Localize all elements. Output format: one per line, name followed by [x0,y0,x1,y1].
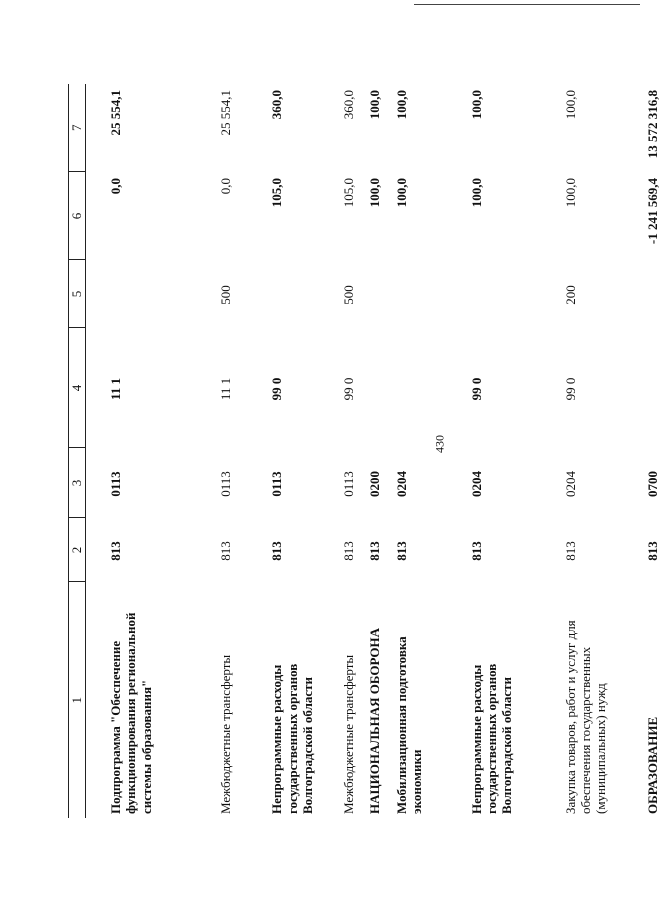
cell-col-6: 100,0 [562,178,578,208]
cell-col-6: 0,0 [217,178,233,195]
table-body [86,84,660,818]
cell-col-5 [394,260,425,328]
cell-col-5 [269,260,315,328]
table-row [341,84,356,818]
cell-col-2: 813 [644,541,660,561]
cell-col-2: 813 [366,541,382,561]
cell-col-4 [645,328,660,448]
cell-col-4: 99 0 [341,377,357,401]
header-row [69,84,86,818]
cell-col-3: 0204 [468,471,484,497]
cell-col-7: 360,0 [341,90,357,120]
cell-col-4 [394,328,425,448]
table-row [645,84,660,818]
table-row [108,84,154,818]
cell-col-5: 500 [217,285,233,305]
cell-col-3: 0113 [217,471,233,497]
cell-col-3: 0700 [644,471,660,497]
cell-col-2: 813 [108,541,123,561]
cell-col-7: 25 554,1 [108,90,123,136]
cell-col-6: 105,0 [269,178,285,208]
cell-col-5 [645,260,660,328]
cell-col-3: 0113 [341,471,357,497]
cell-col-2: 813 [562,541,578,561]
row-label: Межбюджетные трансферты [341,654,357,814]
cell-col-5: 200 [562,285,578,305]
cell-col-2: 813 [341,541,357,561]
cell-col-6: 100,0 [393,178,409,208]
cell-col-6: 100,0 [468,178,484,208]
cell-col-5: 500 [341,285,357,305]
cell-col-4: 99 0 [468,377,484,401]
row-label: ОБРАЗОВАНИЕ [644,716,660,814]
cell-col-6: 0,0 [108,178,123,195]
column-header: 2 [69,518,86,582]
row-label: НАЦИОНАЛЬНАЯ ОБОРОНА [366,628,382,814]
column-header: 5 [69,260,86,328]
cell-col-4: 11 1 [108,377,123,401]
cell-col-5 [108,260,154,328]
column-header: 6 [69,172,86,260]
cell-col-6: 105,0 [341,178,357,208]
cell-col-3: 0204 [562,471,578,497]
cell-col-7: 100,0 [562,90,578,120]
cell-col-2: 813 [393,541,409,561]
row-label: Непрограммные расходы государственных органов Волгоградской области [468,663,515,814]
table-row [469,84,515,818]
cell-col-6: -1 241 569,4 [644,178,660,245]
row-label: Мобилизационная подготовка экономики [393,636,425,814]
budget-table [68,84,660,818]
cell-col-2: 813 [217,541,233,561]
cell-col-3: 0200 [366,471,382,497]
table-row [269,84,315,818]
cell-col-5 [469,260,515,328]
cell-col-7: 13 572 316,8 [644,90,660,159]
row-label: Непрограммные расходы государственных органов Волгоградской области [269,663,315,814]
table-row [218,84,233,818]
cell-col-3: 0113 [108,471,123,497]
cell-col-2: 813 [269,541,285,561]
row-label: Подпрограмма "Обеспечение функционирования региональной системы образования" [108,612,154,814]
cell-col-4 [367,328,382,448]
row-label: Межбюджетные трансферты [217,654,233,814]
column-header: 3 [69,448,86,518]
table-row [367,84,382,818]
cell-col-5 [367,260,382,328]
cell-col-2: 813 [468,541,484,561]
cell-col-7: 100,0 [468,90,484,120]
cell-col-7: 100,0 [366,90,382,120]
row-label: Закупка товаров, работ и услуг для обеспечения государственных (муниципальных) нужд [562,620,609,814]
column-header: 1 [69,582,86,818]
column-header: 7 [69,84,86,172]
table-row [394,84,425,818]
table-row [563,84,609,818]
cell-col-4: 99 0 [269,377,285,401]
cell-col-3: 0113 [269,471,285,497]
cell-col-4: 11 1 [217,377,233,401]
budget-table-sheet [68,84,660,818]
cell-col-3: 0204 [393,471,409,497]
page-number: 430 [432,435,447,453]
cell-col-7: 360,0 [269,90,285,120]
top-rule [414,4,640,5]
cell-col-7: 100,0 [393,90,409,120]
cell-col-4: 99 0 [562,377,578,401]
column-header: 4 [69,328,86,448]
cell-col-6: 100,0 [366,178,382,208]
cell-col-7: 25 554,1 [217,90,233,136]
